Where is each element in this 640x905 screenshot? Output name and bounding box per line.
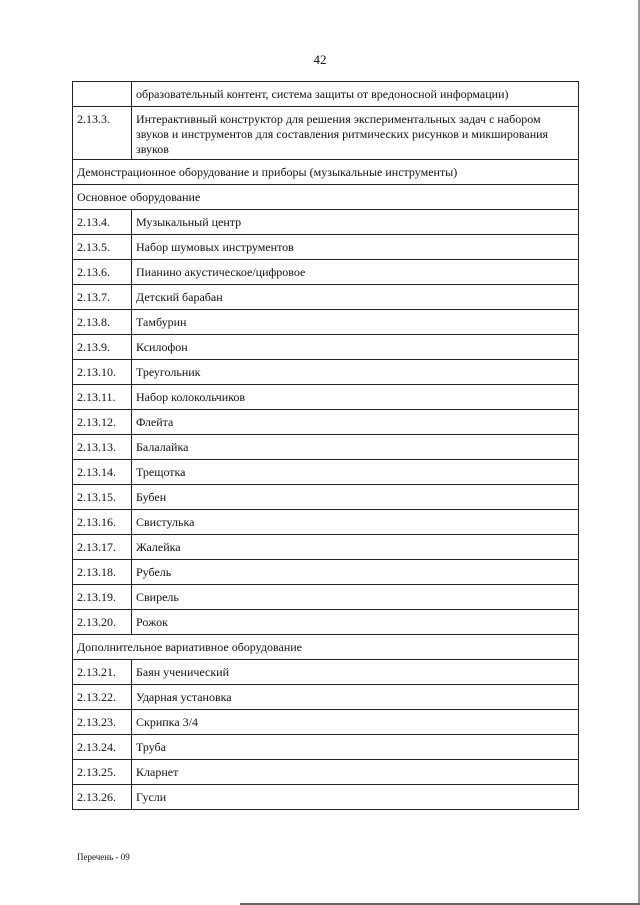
table-row <box>73 760 579 785</box>
item-number: 2.13.22. <box>73 685 132 710</box>
item-number: 2.13.12. <box>73 410 132 435</box>
item-text: Кларнет <box>132 760 579 785</box>
section-title: Дополнительное вариативное оборудование <box>73 635 579 660</box>
equipment-table <box>72 81 579 810</box>
item-number: 2.13.9. <box>73 335 132 360</box>
table-row <box>73 510 579 535</box>
table-row <box>73 535 579 560</box>
item-number: 2.13.7. <box>73 285 132 310</box>
item-text: Детский барабан <box>132 285 579 310</box>
item-number: 2.13.17. <box>73 535 132 560</box>
item-text: Бубен <box>132 485 579 510</box>
item-number: 2.13.4. <box>73 210 132 235</box>
item-text: Балалайка <box>132 435 579 460</box>
item-number: 2.13.6. <box>73 260 132 285</box>
item-number: 2.13.14. <box>73 460 132 485</box>
item-text: Рубель <box>132 560 579 585</box>
table-row <box>73 285 579 310</box>
table-row <box>73 560 579 585</box>
item-text: Набор шумовых инструментов <box>132 235 579 260</box>
item-text: Треугольник <box>132 360 579 385</box>
table-row <box>73 685 579 710</box>
table-row <box>73 310 579 335</box>
item-number: 2.13.21. <box>73 660 132 685</box>
table-row <box>73 360 579 385</box>
item-text: Свирель <box>132 585 579 610</box>
table-row <box>73 210 579 235</box>
item-text: Тамбурин <box>132 310 579 335</box>
item-number: 2.13.26. <box>73 785 132 810</box>
item-text: Набор колокольчиков <box>132 385 579 410</box>
item-number: 2.13.10. <box>73 360 132 385</box>
item-number: 2.13.11. <box>73 385 132 410</box>
table-row <box>73 260 579 285</box>
item-text: Труба <box>132 735 579 760</box>
item-text: Скрипка 3/4 <box>132 710 579 735</box>
item-number: 2.13.19. <box>73 585 132 610</box>
table-row <box>73 610 579 635</box>
equipment-table-body <box>73 82 579 810</box>
item-text: Жалейка <box>132 535 579 560</box>
item-text: Флейта <box>132 410 579 435</box>
item-number: 2.13.15. <box>73 485 132 510</box>
item-number: 2.13.20. <box>73 610 132 635</box>
item-number: 2.13.24. <box>73 735 132 760</box>
item-number: 2.13.13. <box>73 435 132 460</box>
item-text: Свистулька <box>132 510 579 535</box>
item-text: Ксилофон <box>132 335 579 360</box>
table-row <box>73 735 579 760</box>
section-title: Демонстрационное оборудование и приборы (музыкальные инструменты) <box>73 160 579 185</box>
table-row <box>73 335 579 360</box>
item-number: 2.13.18. <box>73 560 132 585</box>
table-row <box>73 460 579 485</box>
item-text: Гусли <box>132 785 579 810</box>
section-header-basic <box>73 185 579 210</box>
section-title: Основное оборудование <box>73 185 579 210</box>
table-row <box>73 410 579 435</box>
document-footer: Перечень - 09 <box>77 852 130 862</box>
item-text: Рожок <box>132 610 579 635</box>
table-row <box>73 235 579 260</box>
table-row <box>73 710 579 735</box>
item-text: Музыкальный центр <box>132 210 579 235</box>
item-number: 2.13.23. <box>73 710 132 735</box>
item-number: 2.13.3. <box>73 107 132 160</box>
table-row <box>73 385 579 410</box>
item-number <box>73 82 132 107</box>
page-number: 42 <box>313 52 327 67</box>
table-row <box>73 435 579 460</box>
item-text: Ударная установка <box>132 685 579 710</box>
item-number: 2.13.25. <box>73 760 132 785</box>
item-text: образовательный контент, система защиты от вредоносной информации) <box>132 82 579 107</box>
item-text: Пианино акустическое/цифровое <box>132 260 579 285</box>
table-row <box>73 785 579 810</box>
section-header-demo <box>73 160 579 185</box>
table-row <box>73 82 579 107</box>
table-row <box>73 585 579 610</box>
table-row <box>73 660 579 685</box>
section-header-additional <box>73 635 579 660</box>
table-row <box>73 485 579 510</box>
item-text: Интерактивный конструктор для решения экспериментальных задач с набором звуков и инструментов для составления ритмических рисунков и микширования звуков <box>132 107 579 160</box>
item-number: 2.13.8. <box>73 310 132 335</box>
item-text: Трещотка <box>132 460 579 485</box>
item-text: Баян ученический <box>132 660 579 685</box>
table-row <box>73 107 579 160</box>
item-number: 2.13.16. <box>73 510 132 535</box>
item-number: 2.13.5. <box>73 235 132 260</box>
